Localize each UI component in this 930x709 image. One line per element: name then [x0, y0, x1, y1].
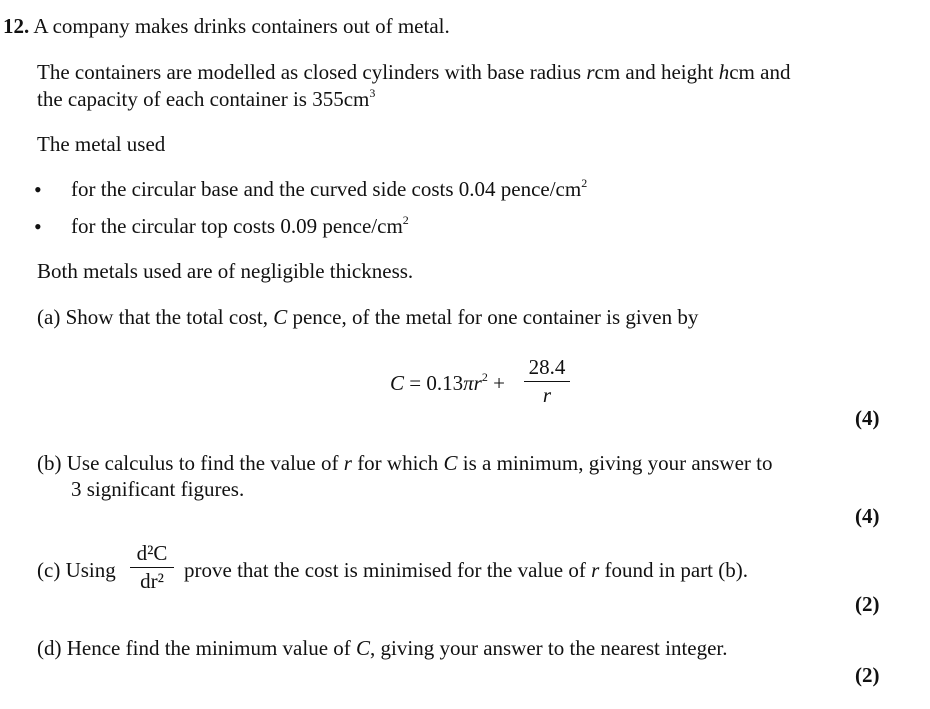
part-c-text-2: found in part (b).	[604, 558, 748, 582]
part-a-label: (a)	[37, 305, 61, 329]
capacity-unit: cm	[343, 87, 370, 111]
var-h: h	[718, 60, 730, 84]
model-text-2: cm and height	[594, 60, 714, 84]
var-r: r	[591, 558, 600, 582]
model-paragraph-line1	[37, 59, 790, 86]
var-C: C	[443, 451, 458, 475]
capacity-text: the capacity of each container is 355	[37, 87, 344, 111]
part-c-label: (c)	[37, 558, 61, 582]
part-d-text-2: , giving your answer to the nearest integer.	[370, 636, 728, 660]
fraction-numerator: 28.4	[528, 355, 566, 379]
part-b-text-3: is a minimum, giving your answer to	[462, 451, 773, 475]
part-a-marks: (4)	[855, 406, 880, 430]
cost-formula	[390, 370, 505, 400]
part-d-text	[37, 635, 728, 662]
part-c-text	[184, 557, 748, 584]
formula-pi-r: πr	[463, 371, 482, 395]
part-c-start	[37, 557, 116, 584]
part-b-text-1: Use calculus to find the value of	[66, 451, 339, 475]
part-b-text-2: for which	[357, 451, 439, 475]
var-C: C	[356, 636, 371, 660]
bullet-text: for the circular base and the curved side costs 0.04 pence/cm	[71, 177, 582, 201]
var-r: r	[586, 60, 595, 84]
formula-lhs: C	[390, 371, 405, 395]
var-C: C	[273, 305, 288, 329]
bullet-item-top	[71, 213, 409, 243]
part-c-text-1: prove that the cost is minimised for the value of	[184, 558, 586, 582]
negligible-text: Both metals used are of negligible thickness.	[37, 259, 414, 283]
part-a-text-1: Show that the total cost,	[65, 305, 268, 329]
formula-mid: = 0.13	[404, 371, 464, 395]
part-c-using: Using	[65, 558, 116, 582]
part-d-text-1: Hence find the minimum value of	[66, 636, 351, 660]
part-b-marks: (4)	[855, 504, 880, 528]
bullet-sup: 2	[581, 176, 588, 190]
model-paragraph-line2	[37, 86, 375, 116]
formula-sup: 2	[481, 370, 488, 384]
var-r: r	[343, 451, 352, 475]
part-b-line2: 3 significant figures.	[71, 477, 245, 501]
model-text-1: The containers are modelled as closed cylinders with base radius	[37, 60, 582, 84]
model-text-3: cm and	[729, 60, 791, 84]
bullet-item-base-side	[71, 176, 587, 206]
part-c-marks: (2)	[855, 592, 880, 616]
bullet-sup: 2	[402, 213, 409, 227]
bullet-text: for the circular top costs 0.09 pence/cm	[71, 214, 403, 238]
bullet-icon: •	[34, 214, 42, 239]
part-b-line1	[37, 450, 773, 477]
part-d-label: (d)	[37, 636, 62, 660]
metal-used-heading: The metal used	[37, 132, 166, 156]
question-number: 12.	[3, 14, 30, 38]
part-a-text-2: pence, of the metal for one container is given by	[292, 305, 699, 329]
part-d-marks: (2)	[855, 663, 880, 687]
second-derivative-fraction	[130, 540, 174, 595]
bullet-icon: •	[34, 177, 42, 202]
fraction-denominator: dr²	[140, 569, 164, 593]
part-b-label: (b)	[37, 451, 62, 475]
question-header	[3, 13, 450, 40]
fraction-numerator: d²C	[136, 541, 168, 565]
capacity-unit-sup: 3	[369, 86, 376, 100]
formula-plus: +	[487, 371, 505, 395]
fraction-denominator: r	[542, 383, 552, 407]
part-a-text	[37, 304, 698, 331]
formula-fraction	[524, 354, 570, 409]
question-intro: A company makes drinks containers out of metal.	[33, 14, 450, 38]
